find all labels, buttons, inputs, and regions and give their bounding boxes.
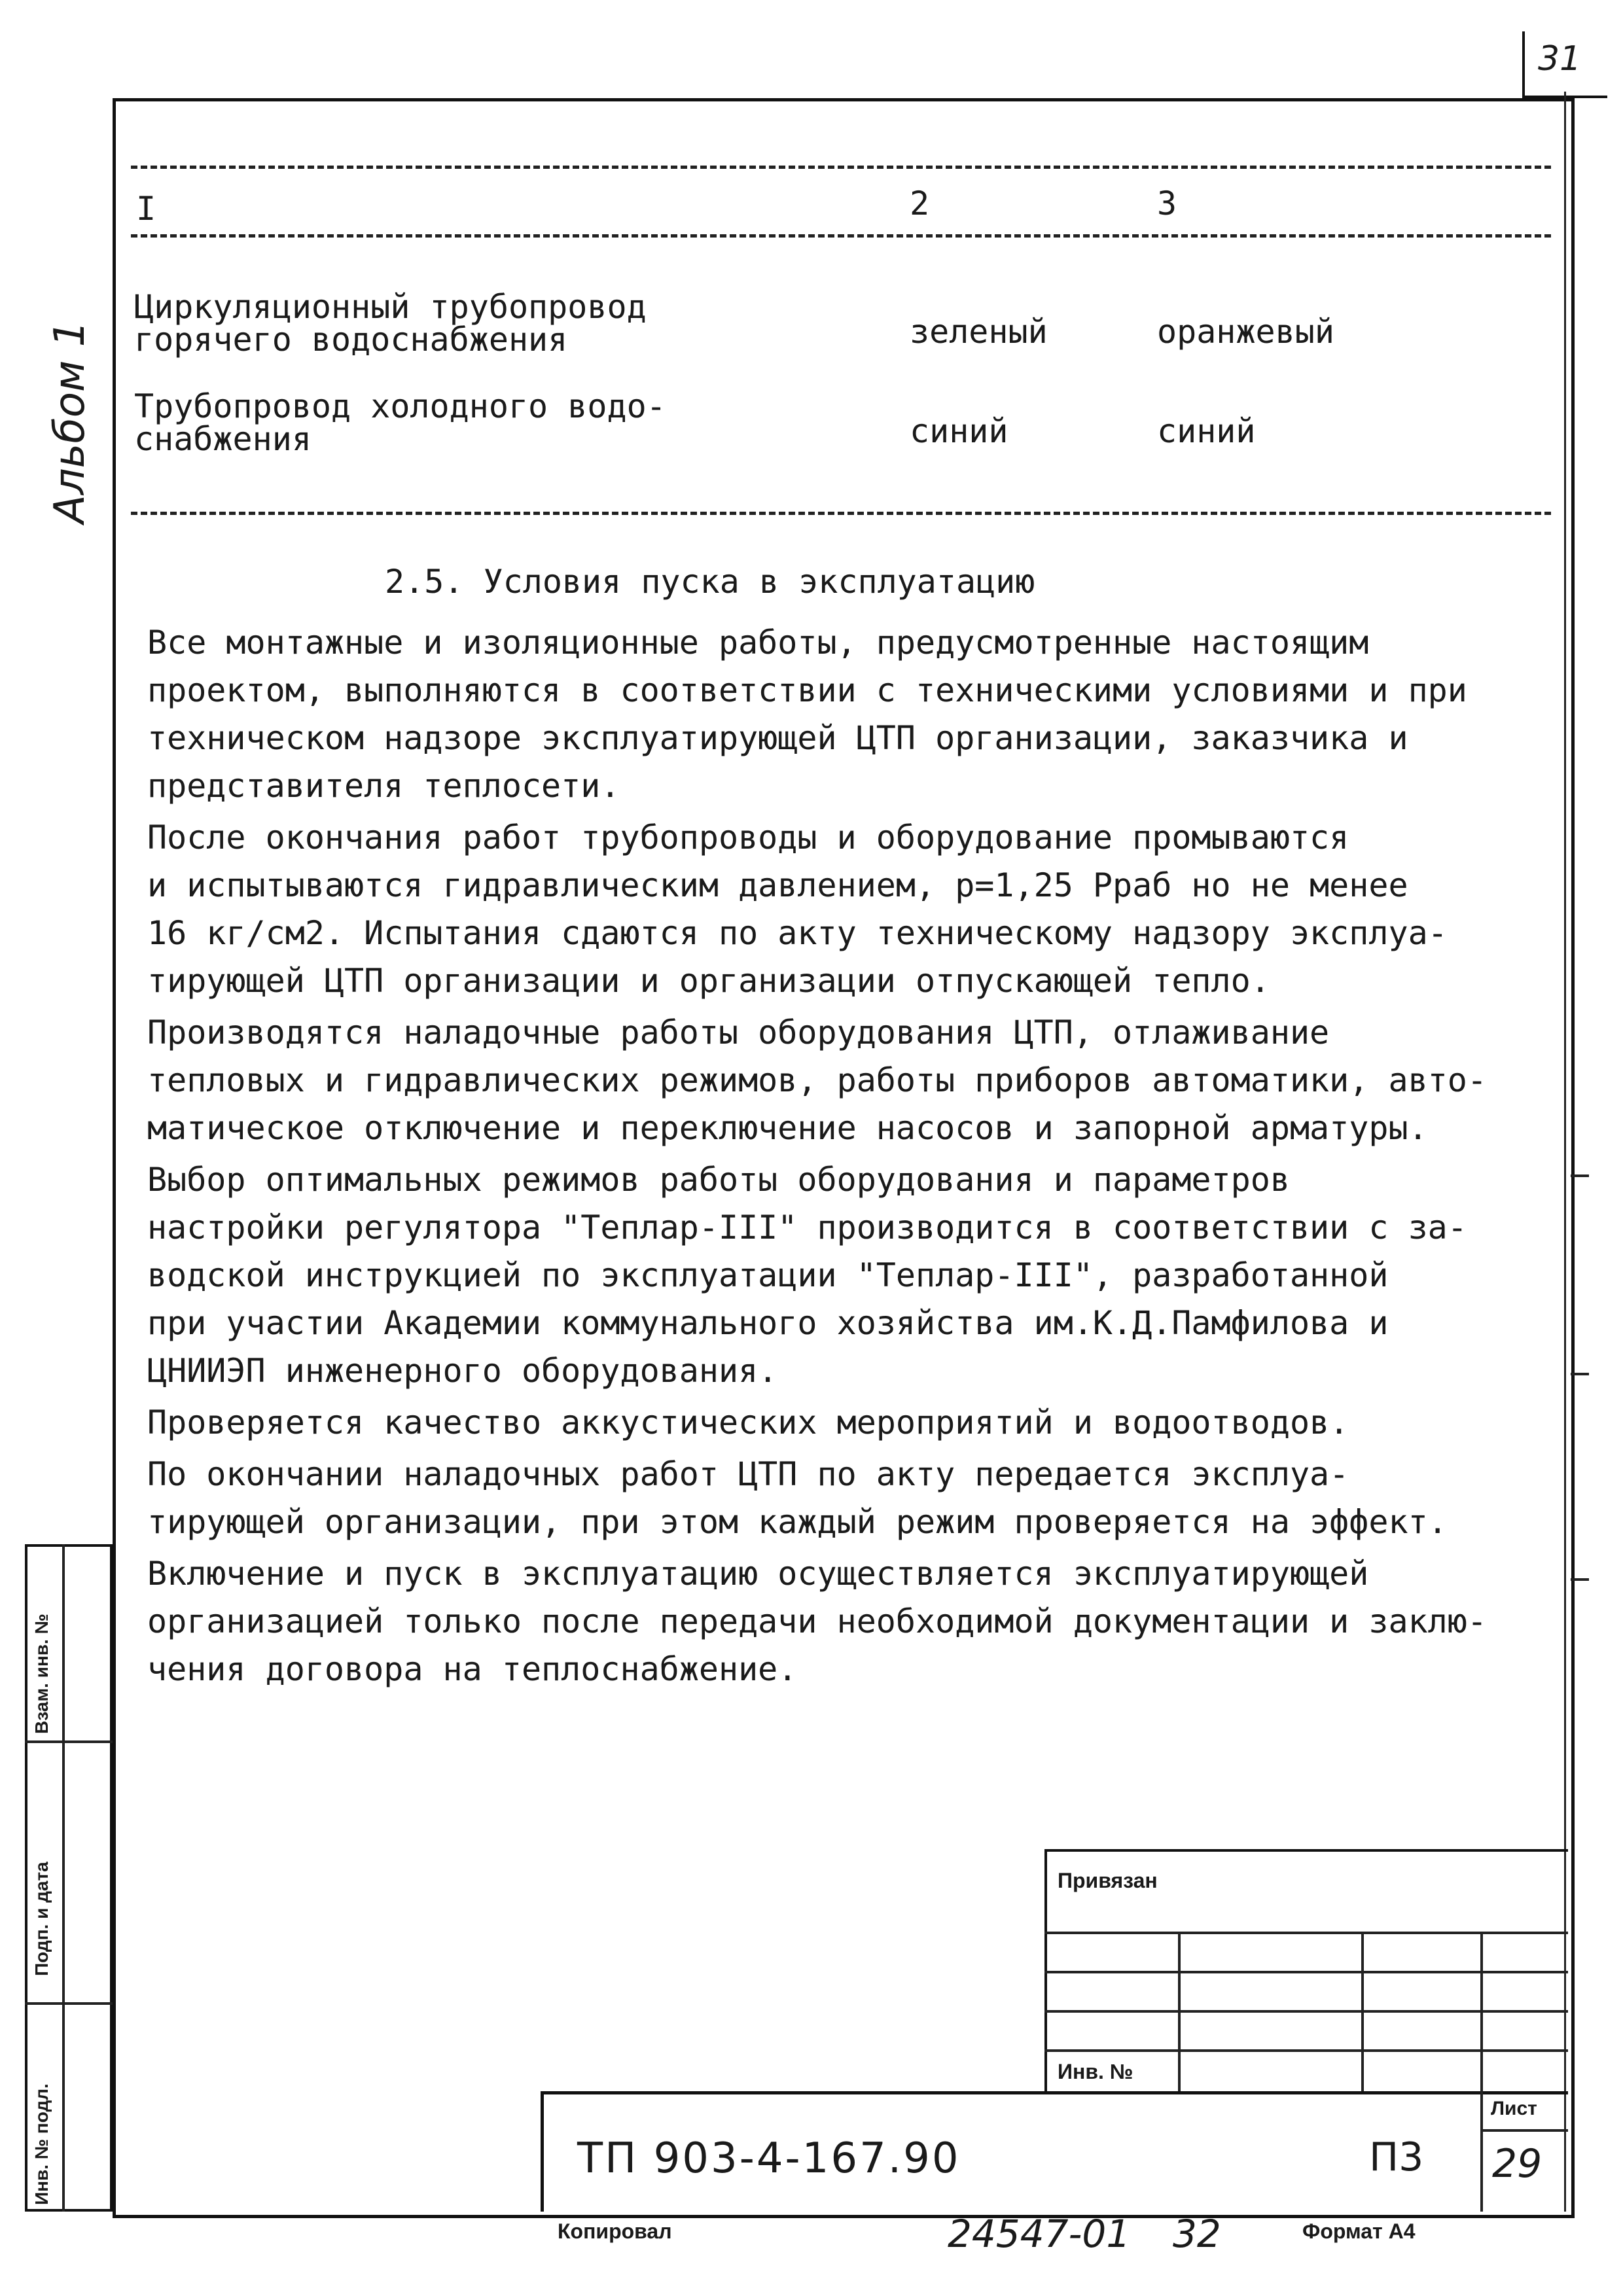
body-line: Включение и пуск в эксплуатацию осуществляется эксплуатирующей — [147, 1555, 1369, 1593]
body-line: Производятся наладочные работы оборудования ЦТП, отлаживание — [147, 1014, 1330, 1051]
body-line: водской инструкцией по эксплуатации "Теплар-III", разработанной — [147, 1256, 1389, 1294]
edge-tick — [1571, 1174, 1589, 1177]
sheet-number-top: 31 — [1538, 39, 1582, 79]
doc-code: ТП 903-4-167.90 — [577, 2134, 961, 2183]
privyazan-label: Привязан — [1058, 1869, 1158, 1892]
side-stamp-divider — [62, 1544, 65, 2212]
body-line: После окончания работ трубопроводы и оборудование промываются — [147, 819, 1349, 857]
table-top-rule — [131, 166, 1551, 169]
footer-archive-number: 24547-01 — [948, 2212, 1131, 2256]
title-block-divider — [1480, 2091, 1483, 2212]
side-label-vzam-inv: Взам. инв. № — [31, 1614, 52, 1734]
list-label: Лист — [1491, 2098, 1537, 2119]
album-label: Альбом 1 — [46, 320, 94, 523]
footer-page-number: 32 — [1173, 2212, 1221, 2256]
footer-kopiroval: Копировал — [558, 2219, 672, 2243]
body-line: при участии Академии коммунального хозяйства им.К.Д.Памфилова и — [147, 1304, 1389, 1342]
body-line: организацией только после передачи необходимой документации и заклю- — [147, 1602, 1487, 1640]
table-row-name-line: снабжения — [134, 420, 312, 458]
body-line: и испытываются гидравлическим давлением, р=1,25 Рраб но не менее — [147, 866, 1408, 904]
list-number: 29 — [1492, 2141, 1543, 2187]
body-line: Все монтажные и изоляционные работы, предусмотренные настоящим — [147, 624, 1369, 662]
table-row-col3: синий — [1157, 412, 1256, 450]
footer-format: Формат А4 — [1302, 2219, 1416, 2243]
inv-no-label: Инв. № — [1058, 2060, 1133, 2083]
privyazan-rule — [1044, 1971, 1568, 1973]
privyazan-rule — [1044, 2010, 1568, 2013]
body-line: тирующей организации, при этом каждый режим проверяется на эффект. — [147, 1503, 1448, 1541]
table-header-rule — [131, 234, 1551, 238]
table-row-col2: синий — [910, 412, 1008, 450]
privyazan-col — [1480, 1932, 1483, 2094]
privyazan-col — [1178, 1932, 1181, 2094]
body-line: чения договора на теплоснабжение. — [147, 1650, 798, 1688]
table-row-name-line: Циркуляционный трубопровод — [134, 288, 647, 326]
side-stamp-row-rule — [25, 2002, 113, 2005]
table-row-name-line: горячего водоснабжения — [134, 321, 568, 359]
body-line: ЦНИИЭП инженерного оборудования. — [147, 1352, 778, 1390]
table-row-name-line: Трубопровод холодного водо- — [134, 387, 666, 425]
body-line: проектом, выполняются в соответствии с техническими условиями и при — [147, 671, 1467, 709]
side-label-podp-data: Подп. и дата — [31, 1862, 52, 1976]
body-line: По окончании наладочных работ ЦТП по акту передается эксплуа- — [147, 1455, 1349, 1493]
table-header-col3: 3 — [1157, 185, 1177, 222]
section-mark: П3 — [1369, 2134, 1424, 2180]
body-line: тепловых и гидравлических режимов, работы приборов автоматики, авто- — [147, 1061, 1487, 1099]
body-line: настройки регулятора "Теплар-III" производится в соответствии с за- — [147, 1209, 1467, 1246]
side-label-inv-podl: Инв. № подл. — [31, 2083, 52, 2205]
body-line: Проверяется качество аккустических мероприятий и водоотводов. — [147, 1404, 1349, 1441]
table-header-col1: I — [136, 190, 156, 228]
body-line: представителя теплосети. — [147, 767, 620, 805]
edge-tick — [1571, 1578, 1589, 1581]
privyazan-rule — [1044, 2049, 1568, 2052]
body-line: Выбор оптимальных режимов работы оборудования и параметров — [147, 1161, 1290, 1199]
body-line: тирующей ЦТП организации и организации отпускающей тепло. — [147, 962, 1270, 1000]
table-bottom-rule — [131, 512, 1551, 515]
edge-tick — [1571, 1373, 1589, 1375]
list-label-rule — [1480, 2129, 1568, 2132]
table-row-col2: зеленый — [910, 313, 1048, 351]
privyazan-rule — [1044, 1932, 1568, 1934]
table-row-col3: оранжевый — [1157, 313, 1334, 351]
table-header-col2: 2 — [910, 185, 930, 222]
body-line: матическое отключение и переключение насосов и запорной арматуры. — [147, 1109, 1428, 1147]
section-title: 2.5. Условия пуска в эксплуатацию — [385, 563, 1035, 601]
body-line: 16 кг/см2. Испытания сдаются по акту техническому надзору эксплуа- — [147, 914, 1448, 952]
privyazan-col — [1361, 1932, 1364, 2094]
side-stamp-row-rule — [25, 1740, 113, 1743]
body-line: техническом надзоре эксплуатирующей ЦТП организации, заказчика и — [147, 719, 1408, 757]
